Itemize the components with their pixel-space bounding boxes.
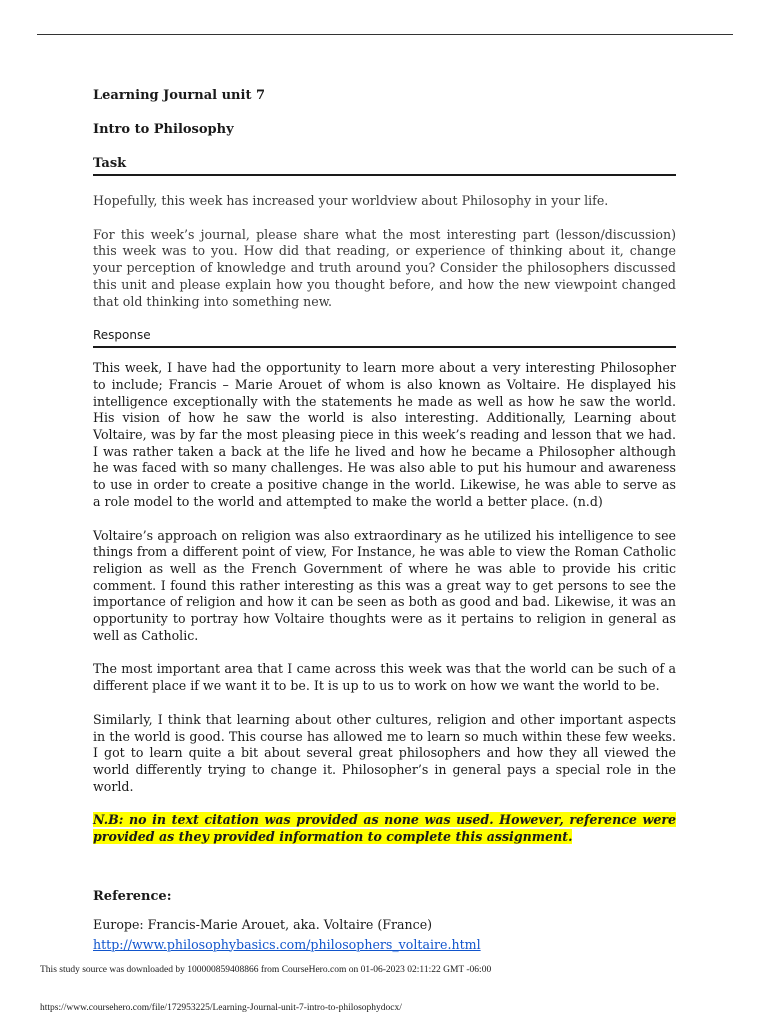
citation-note [93, 812, 676, 845]
response-paragraph: This week, I have had the opportunity to learn more about a very interesting Philosopher to include; Francis – Marie Arouet of whom is also known as Voltaire. He displayed his intelligence exceptionally with the statements he made as well as how he saw the world. His vision of how he saw the world is also interesting. Additionally, Learning about Voltaire, was by far the most pleasing piece in this week’s reading and lesson that we had. I was rather taken a back at the life he lived and how he became a Philosopher although he was faced with so many challenges. He was also able to put his humour and awareness to use in order to create a positive change in the world. Likewise, he was able to serve as a role model to the world and attempted to make the world a better place. (n.d) [93, 360, 676, 509]
reference-heading: Reference: [93, 888, 172, 904]
task-section [93, 193, 676, 310]
response-heading: Response [93, 327, 676, 348]
response-paragraph: Similarly, I think that learning about other cultures, religion and other important aspects in the world is good. This course has allowed me to learn so much within these few weeks. I got to learn quite a bit about several great philosophers and how they all viewed the world differently trying to change it. Philosopher’s in general pays a special role in the world. [93, 711, 676, 794]
download-notice: This study source was downloaded by 100000859408866 from CourseHero.com on 01-06-2023 02:11:22 GMT -06:00 [40, 965, 492, 975]
response-section [93, 360, 676, 846]
task-paragraph: For this week’s journal, please share what the most interesting part (lesson/discussion) this week was to you. How did that reading, or experience of thinking about it, change your perception of knowledge and truth around you? Consider the philosophers discussed this unit and please explain how you thought before, and how the new viewpoint changed that old thinking into something new. [93, 226, 676, 309]
reference-link[interactable]: http://www.philosophybasics.com/philosophers_voltaire.html [93, 936, 481, 952]
top-rule [37, 34, 733, 35]
task-paragraph: Hopefully, this week has increased your worldview about Philosophy in your life. [93, 193, 609, 208]
reference-text: Europe: Francis-Marie Arouet, aka. Voltaire (France) [93, 916, 433, 932]
response-paragraph: Voltaire’s approach on religion was also extraordinary as he utilized his intelligence to see things from a different point of view, For Instance, he was able to view the Roman Catholic religion as well as the French Government of where he was able to provide his critic comment. I found this rather interesting as this was a great way to get persons to see the importance of religion and how it can be seen as both as good and bad. Likewise, it was an opportunity to portray how Voltaire thoughts were as it pertains to religion in general as well as Catholic. [93, 527, 676, 643]
document-body [93, 87, 676, 953]
document-subtitle: Intro to Philosophy [93, 122, 234, 137]
response-paragraph: The most important area that I came across this week was that the world can be such of a different place if we want it to be. It is up to us to work on how we want the world to be. [93, 661, 676, 694]
document-title: Learning Journal unit 7 [93, 88, 266, 103]
task-heading: Task [93, 155, 676, 176]
source-url: https://www.coursehero.com/file/172953225/Learning-Journal-unit-7-intro-to-philosophydocx/ [40, 1003, 402, 1013]
citation-note-text: N.B: no in text citation was provided as none was used. However, reference were provided as they provided information to complete this assignment. [93, 812, 676, 845]
